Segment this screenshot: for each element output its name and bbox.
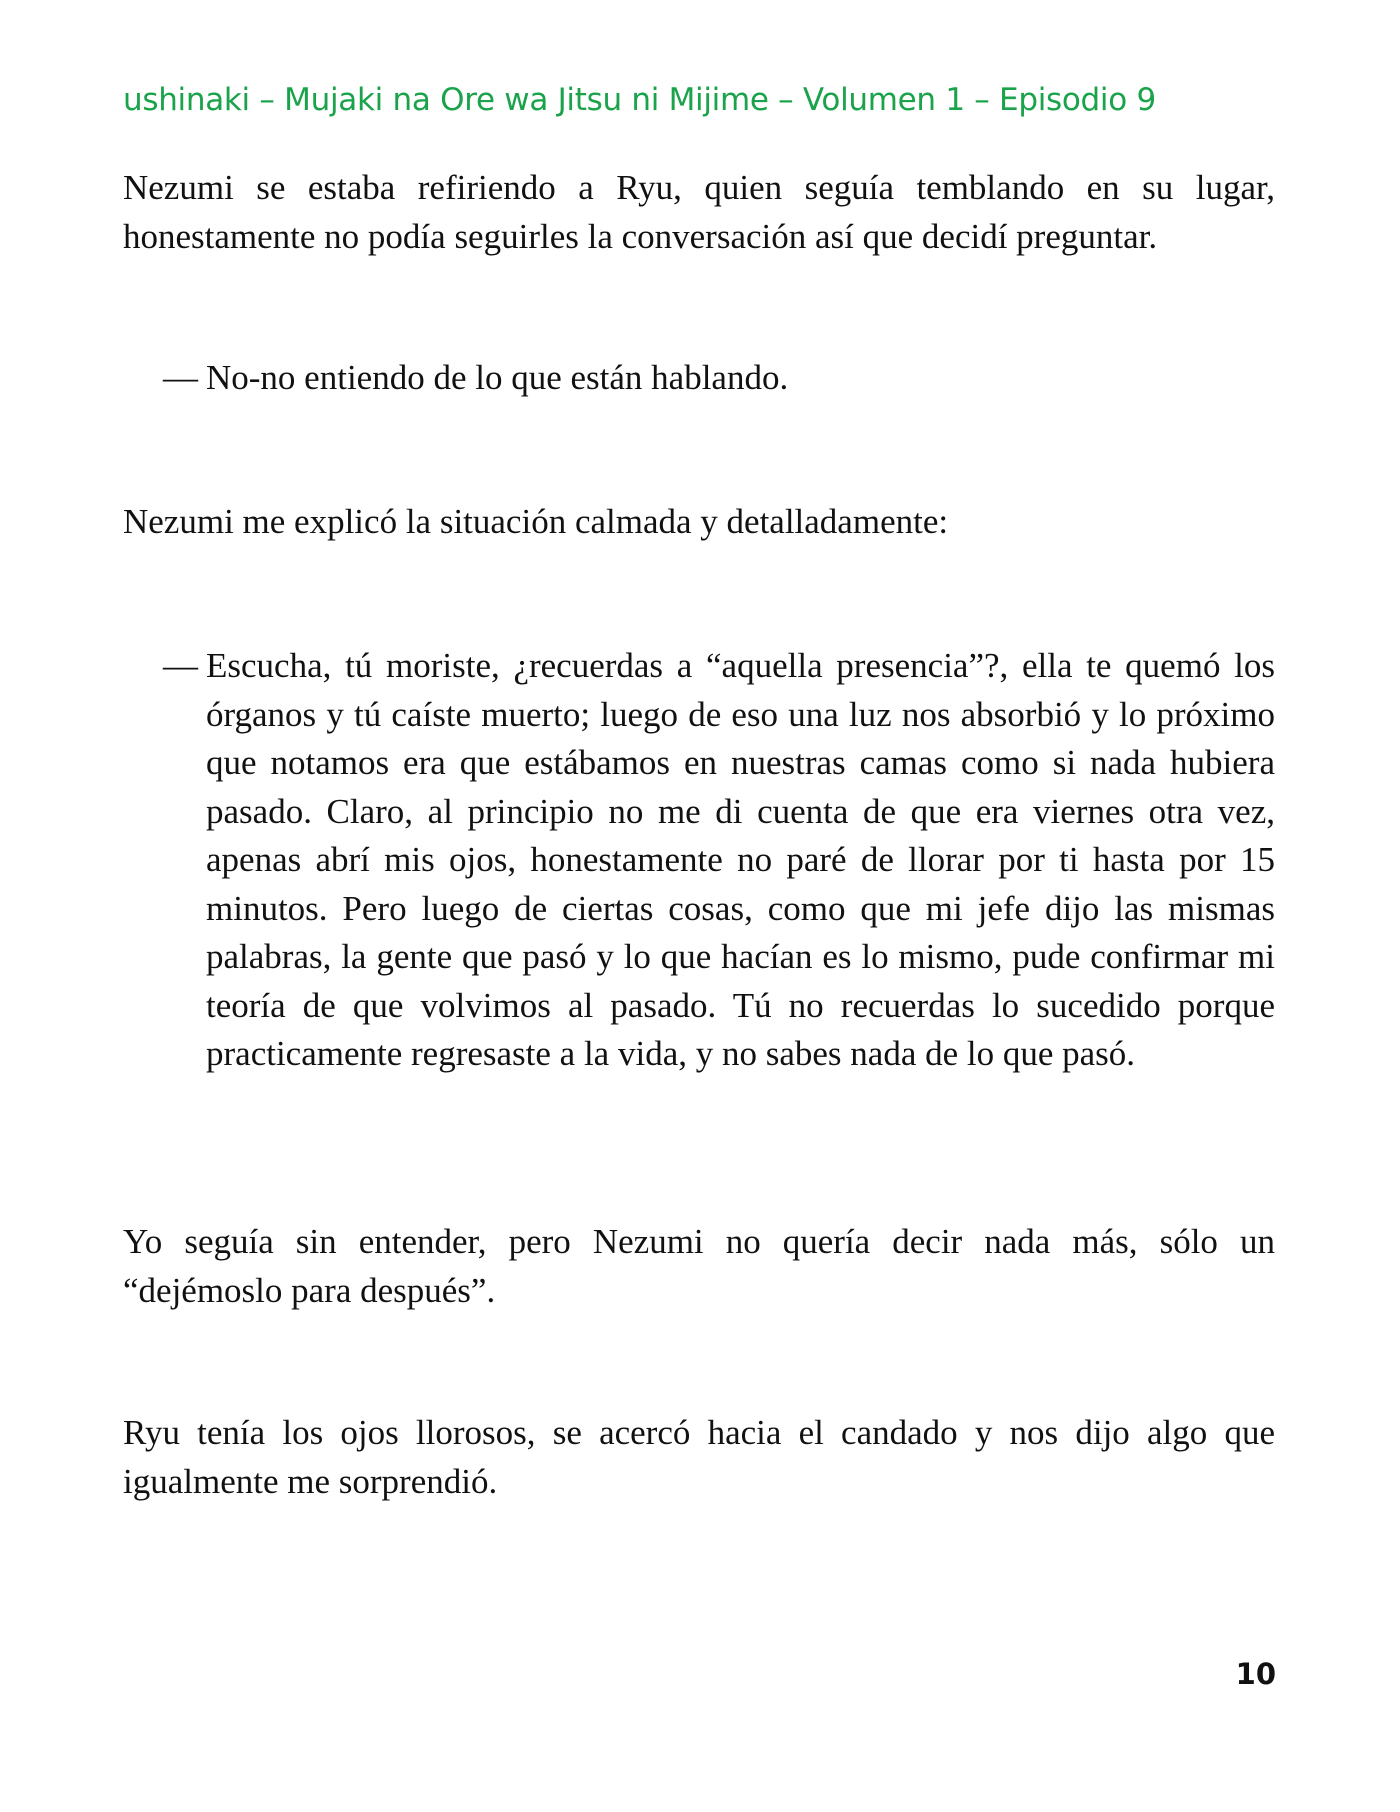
dialogue-1 bbox=[163, 354, 1275, 403]
dialogue-1-text: No-no entiendo de lo que están hablando. bbox=[206, 358, 789, 397]
dialogue-dash: — bbox=[163, 646, 198, 685]
paragraph-1: Nezumi se estaba refiriendo a Ryu, quien seguía temblando en su lugar, honestamente no podía seguirles la conversación así que decidí preguntar. bbox=[123, 168, 1275, 256]
paragraph-3: Yo seguía sin entender, pero Nezumi no quería decir nada más, sólo un “dejémoslo para después”. bbox=[123, 1222, 1275, 1310]
paragraph-2: Nezumi me explicó la situación calmada y detalladamente: bbox=[123, 502, 949, 541]
running-header: ushinaki – Mujaki na Ore wa Jitsu ni Mijime – Volumen 1 – Episodio 9 bbox=[123, 82, 1156, 118]
dialogue-2 bbox=[163, 642, 1275, 1079]
page-number: 10 bbox=[1235, 1657, 1276, 1691]
dialogue-2-text: Escucha, tú moriste, ¿recuerdas a “aquella presencia”?, ella te quemó los órganos y tú caíste muerto; luego de eso una luz nos absorbió y lo próximo que notamos era que estábamos en nuestras camas como si nada hubiera pasado. Claro, al principio no me di cuenta de que era viernes otra vez, apenas abrí mis ojos, honestamente no paré de llorar por ti hasta por 15 minutos. Pero luego de ciertas cosas, como que mi jefe dijo las mismas palabras, la gente que pasó y lo que hacían es lo mismo, pude confirmar mi teoría de que volvimos al pasado. Tú no recuerdas lo sucedido porque practicamente regresaste a la vida, y no sabes nada de lo que pasó. bbox=[206, 646, 1275, 1073]
paragraph-4: Ryu tenía los ojos llorosos, se acercó hacia el candado y nos dijo algo que igualmente me sorprendió. bbox=[123, 1413, 1275, 1501]
dialogue-dash: — bbox=[163, 358, 198, 397]
